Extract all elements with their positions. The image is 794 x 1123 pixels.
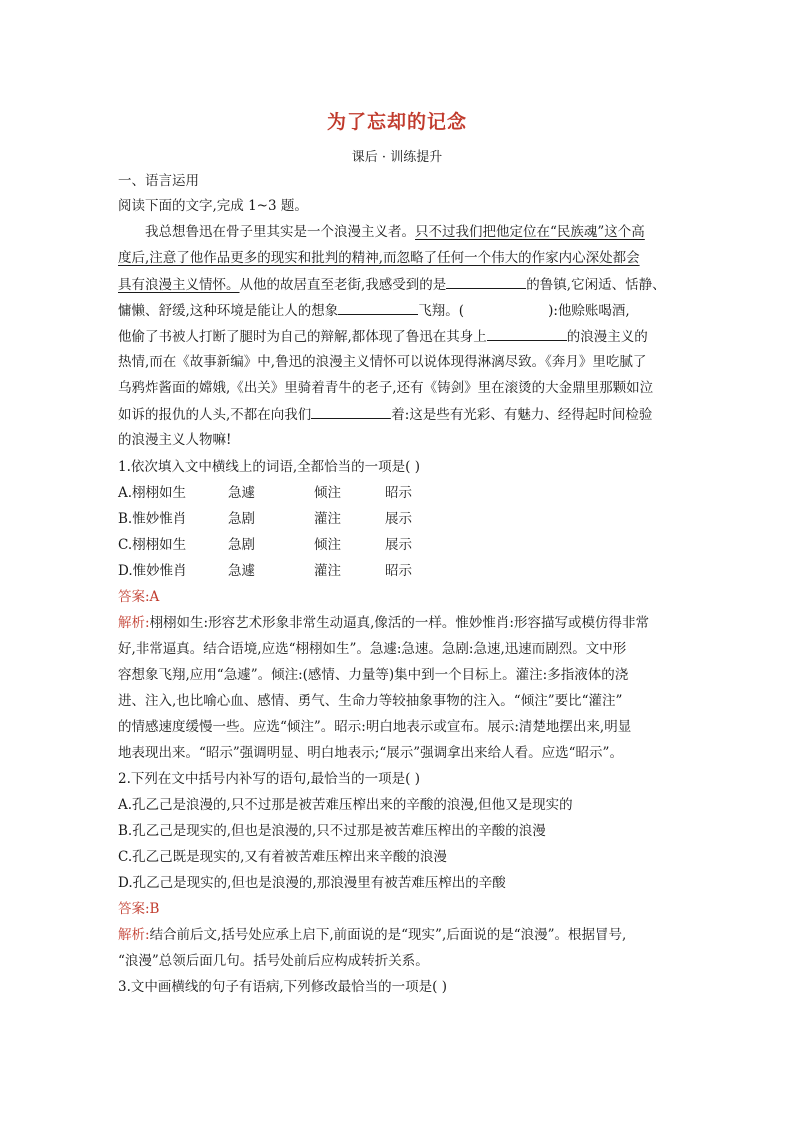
page-title: 为了忘却的记念 — [326, 111, 467, 133]
question-3-stem: 3.文中画横线的句子有语病,下列修改最恰当的一项是( ) — [118, 979, 447, 995]
page-subtitle: 课后 · 训练提升 — [351, 150, 443, 165]
q1-analysis-line-2: 好,非常逼真。结合语境,应选“栩栩如生”。急遽:急速。急剧:急速,迅速而剧烈。文中形 — [118, 641, 627, 657]
passage-line-8: 如诉的报仇的人头,不都在向我们 着:这是些有光彩、有魅力、经得起时间检验 — [118, 404, 652, 425]
q1-analysis-line-3: 容想象飞翔,应用“急遽”。倾注:(感情、力量等)集中到一个目标上。灌注:多指液体的浇 — [118, 667, 629, 683]
question-1-stem: 1.依次填入文中横线上的词语,全都恰当的一项是( ) — [118, 459, 420, 475]
q1-analysis-line-1: 解析:栩栩如生:形容艺术形象非常生动逼真,像活的一样。惟妙惟肖:形容描写或模仿得非常 — [118, 615, 649, 631]
instruction: 阅读下面的文字,完成 1~3 题。 — [118, 198, 308, 214]
analysis-label: 解析: — [118, 615, 150, 631]
passage-line-4: 慵懒、舒缓,这种环境是能让人的想象 飞翔。( ):他赊账喝酒, — [118, 300, 630, 321]
q2-analysis-line-2: “浪漫”总领后面几句。括号处前后应构成转折关系。 — [118, 953, 429, 969]
fill-blank-1 — [446, 274, 526, 289]
q1-answer: 答案:A — [118, 589, 160, 605]
question-2-stem: 2.下列在文中括号内补写的语句,最恰当的一项是( ) — [118, 771, 420, 787]
fill-blank-4 — [311, 404, 391, 419]
underlined-sentence: 具有浪漫主义情怀。 — [118, 277, 240, 293]
passage-line-9: 的浪漫主义人物嘛! — [118, 432, 232, 448]
q2-option-b: B.孔乙己是现实的,但也是浪漫的,只不过那是被苦难压榨出的辛酸的浪漫 — [118, 823, 546, 839]
fill-blank-2 — [338, 300, 418, 315]
q1-analysis-line-4: 进、注入,也比喻心血、感情、勇气、生命力等较抽象事物的注入。“倾注”要比“灌注” — [118, 693, 623, 709]
q2-answer: 答案:B — [118, 901, 160, 917]
document-page: 为了忘却的记念 课后 · 训练提升 一、语言运用 阅读下面的文字,完成 1~3 题。 我总想鲁迅在骨子里其实是一个浪漫主义者。只不过我们把他定位在“民族魂”这个高 度后,注意了他作品更多的现实和批判的精神,而忽略了任何一个伟大的作家内心深处都会 具有浪漫主义情怀。从他的故居直至老街,我感受到的是 的鲁镇,它闲适、恬静、 慵懒、舒缓,这种环境是能让人的想象 飞翔。( ):他赊账喝酒, 他偷了书被人打断了腿时为自己的辩解,都体现了鲁迅在其身上 的浪漫主义的 热情,而在《故事新编》中,鲁迅的浪漫主义情怀可以说体现得淋漓尽致。《奔月》里吃腻了 乌鸦炸酱面的嫦娥,《出关》里骑着青牛的老子,还有《铸剑》里在滚烫的大金鼎里那颗如泣 如诉的报仇的人头,不都在向我们 着:这是些有光彩、有魅力、经得起时间检验 的浪漫主义人物嘛! 1.依次填入文中横线上的词语,全都恰当的一项是( ) A.栩栩如生 急遽 倾注 昭示 B.惟妙惟肖 急剧 灌注 展示 C.栩栩如生 急剧 倾注 展示 D.惟妙惟肖 急遽 灌注 昭示 答案:A 解析:栩栩如生:形容艺术形象非常生动逼真,像活的一样。惟妙惟肖:形容描写或模仿得非常 好,非常逼真。结合语境,应选“栩栩如生”。急遽:急速。急剧:急速,迅速而剧烈。文中形 容想象飞翔,应用“急遽”。倾注:(感情、力量等)集中到一个目标上。灌注:多指液体的浇 进、注入,也比喻心血、感情、勇气、生命力等较抽象事物的注入。“倾注”要比“灌注” 的情感速度缓慢一些。应选“倾注”。昭示:明白地表示或宣布。展示:清楚地摆出来,明显 地表现出来。“昭示”强调明显、明白地表示;“展示”强调拿出来给人看。应选“昭示”。 2.下列在文中括号内补写的语句,最恰当的一项是( ) A.孔乙己是浪漫的,只不过那是被苦难压榨出来的辛酸的浪漫,但他又是现实的 B.孔乙己是现实的,但也是浪漫的,只不过那是被苦难压榨出的辛酸的浪漫 C.孔乙己既是现实的,又有着被苦难压榨出来辛酸的浪漫 D.孔乙己是现实的,但也是浪漫的,那浪漫里有被苦难压榨出的辛酸 答案:B 解析:结合前后文,括号处应承上启下,前面说的是“现实”,后面说的是“浪漫”。根据冒号, “浪漫”总领后面几句。括号处前后应构成转折关系。 3.文中画横线的句子有语病,下列修改最恰当的一项是( ) — [0, 0, 794, 1123]
passage-line-3: 具有浪漫主义情怀。从他的故居直至老街,我感受到的是 的鲁镇,它闲适、恬静、 — [118, 274, 666, 295]
passage-line-7: 乌鸦炸酱面的嫦娥,《出关》里骑着青牛的老子,还有《铸剑》里在滚烫的大金鼎里那颗如泣 — [118, 380, 654, 396]
q1-analysis-line-6: 地表现出来。“昭示”强调明显、明白地表示;“展示”强调拿出来给人看。应选“昭示”。 — [118, 745, 623, 761]
q2-option-c: C.孔乙己既是现实的,又有着被苦难压榨出来辛酸的浪漫 — [118, 849, 447, 865]
passage-line-2 — [118, 248, 640, 268]
q2-option-a: A.孔乙己是浪漫的,只不过那是被苦难压榨出来的辛酸的浪漫,但他又是现实的 — [118, 797, 573, 813]
section-heading: 一、语言运用 — [118, 173, 199, 189]
fill-blank-3 — [487, 326, 567, 341]
passage-line-1: 我总想鲁迅在骨子里其实是一个浪漫主义者。只不过我们把他定位在“民族魂”这个高 — [145, 224, 645, 240]
analysis-label: 解析: — [118, 927, 150, 943]
passage-line-6: 热情,而在《故事新编》中,鲁迅的浪漫主义情怀可以说体现得淋漓尽致。《奔月》里吃腻了 — [118, 354, 647, 370]
passage-line-5: 他偷了书被人打断了腿时为自己的辩解,都体现了鲁迅在其身上 的浪漫主义的 — [118, 326, 648, 347]
underlined-sentence: 度后,注意了他作品更多的现实和批判的精神,而忽略了任何一个伟大的作家内心深处都会 — [118, 250, 640, 266]
q2-analysis-line-1: 解析:结合前后文,括号处应承上启下,前面说的是“现实”,后面说的是“浪漫”。根据冒号, — [118, 927, 627, 943]
underlined-sentence: 只不过我们把他定位在“民族魂”这个高 — [415, 224, 645, 240]
q1-analysis-line-5: 的情感速度缓慢一些。应选“倾注”。昭示:明白地表示或宣布。展示:清楚地摆出来,明显 — [118, 719, 632, 735]
q2-option-d: D.孔乙己是现实的,但也是浪漫的,那浪漫里有被苦难压榨出的辛酸 — [118, 875, 506, 891]
